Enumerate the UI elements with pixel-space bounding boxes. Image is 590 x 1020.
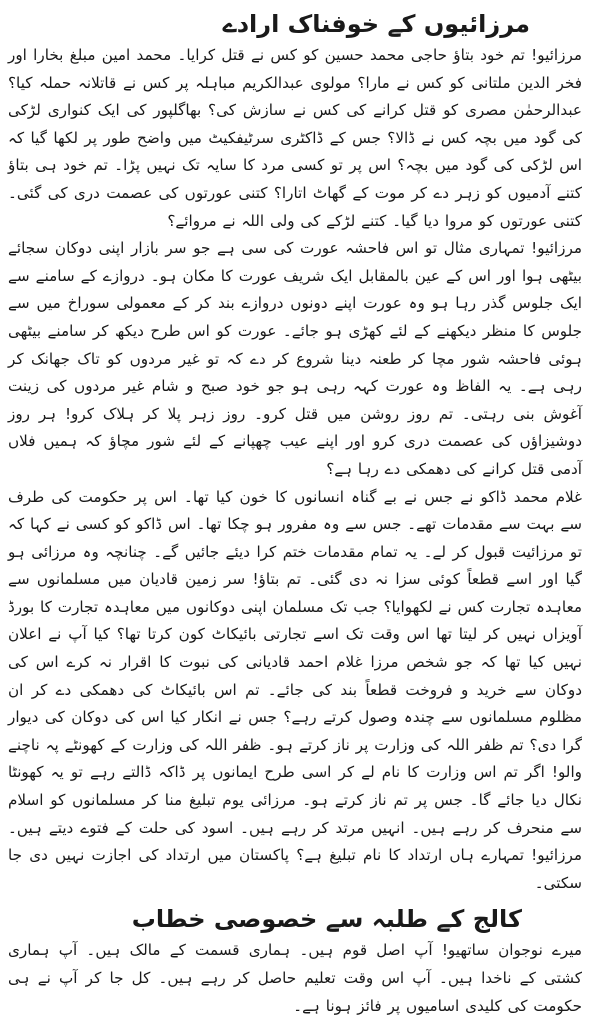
paragraph-young-companions: میرے نوجوان ساتھیو! آپ اصل قوم ہیں۔ ہماری قسمت کے مالک ہیں۔ آپ ہماری کشتی کے ناخدا ہیں۔ آپ اس وقت تعلیم حاصل کر رہے ہیں۔ کل جا کر آپ نے ہی حکومت کی کلیدی اسامیوں پر فائز ہونا ہے۔ — [8, 941, 582, 1015]
paragraph-murders: مرزائیو! تم خود بتاؤ حاجی محمد حسین کو کس نے قتل کرایا۔ محمد امین مبلغ بخارا اور فخر الدین ملتانی کو کس نے مارا؟ مولوی عبدالکریم مباہلہ پر کس نے قاتلانہ حملہ کیا؟ عبدالرحمٰن مصری کو قتل کرانے کی کس نے سازش کی؟ بھاگلپور کی ایک کنواری لڑکی کی گود میں بچہ کس نے ڈالا؟ جس کے ڈاکٹری سرٹیفکیٹ میں واضح طور پر لکھا گیا کہ اس لڑکی کی گود میں بچہ؟ اس پر تو کسی مرد کا سایہ تک نہیں پڑا۔ تم خود ہی بتاؤ کتنے آدمیوں کو زہر دے کر موت کے گھاٹ اتارا؟ کتنی عورتوں کی عصمت دری کی گئی۔ کتنی عورتوں کو مروا دیا گیا۔ کتنے لڑکے کی ولی اللہ نے مروائے؟ — [8, 46, 582, 230]
paragraph-trade-boycott: غلام محمد ڈاکو نے جس نے بے گناہ انسانوں کا خون کیا تھا۔ اس پر حکومت کی طرف سے بہت سے مقدمات تھے۔ جس سے وہ مفرور ہو چکا تھا۔ اس ڈاکو کو کسی نے کہا کہ تو مرزائیت قبول کر لے۔ یہ تمام مقدمات ختم کرا دیئے جائیں گے۔ چنانچہ وہ مرزائی ہو گیا اور اسے قطعاً کوئی سزا نہ دی گئی۔ تم بتاؤ! سر زمین قادیان میں مسلمانوں سے معاہدہ تجارت کس نے لکھوایا؟ جب تک مسلمان اپنی دوکانوں میں معاہدہ تجارت کا بورڈ آویزاں نہیں کر لیتا تھا اس وقت تک اسے تجارتی بائیکاٹ کون کرتا تھا؟ کیا آپ نے اعلان نہیں کیا تھا کہ جو شخص مرزا غلام احمد قادیانی کی نبوت کا اقرار نہ کرے اس کی دوکان سے خرید و فروخت قطعاً بند کی جائے۔ تم اس بائیکاٹ کی دھمکی دے کر ان مظلوم مسلمانوں سے چندہ وصول کرتے رہے؟ جس نے انکار کیا اس کی دوکان کی دیوار گرا دی؟ تم ظفر اللہ کی وزارت پر ناز کرتے ہو۔ ظفر اللہ کی وزارت کے کھونٹے پہ ناچنے والو! اگر تم اس وزارت کا نام لے کر اسی طرح ایمانوں پر ڈاکہ ڈالتے رہے تو یہ کھونٹا نکال دیا جائے گا۔ جس پر تم ناز کرتے ہو۔ مرزائی یوم تبلیغ منا کر مسلمانوں کو اسلام سے منحرف کر رہے ہیں۔ انہیں مرتد کر رہے ہیں۔ اسود کی حلت کے فتوے دیتے ہیں۔ مرزائیو! تمہارے ہاں ارتداد کا نام تبلیغ ہے؟ پاکستان میں ارتداد کی اجازت نہیں دی جا سکتی۔ — [8, 487, 582, 892]
section-heading-college-students: کالج کے طلبہ سے خصوصی خطاب — [131, 905, 522, 934]
section-heading-qadiani-intentions: مرزائیوں کے خوفناک ارادے — [222, 10, 530, 38]
paragraph-prostitute-analogy: مرزائیو! تمہاری مثال تو اس فاحشہ عورت کی سی ہے جو سر بازار اپنی دوکان سجائے بیٹھی ہوا اور اس کے عین بالمقابل ایک شریف عورت کا مکان ہو۔ دروازے کے سامنے سے ایک جلوس گذر رہا ہو وہ عورت اپنے دونوں دروازے بند کر کے معمولی سوراخ میں سے جلوس کا منظر دیکھنے کے لئے کھڑی ہو جائے۔ عورت کو اس طرح دیکھ کر سامنے بیٹھی ہوئی فاحشہ شور مچا کر طعنہ دینا شروع کر دے کہ تو غیر مردوں کو تاک جھانک کر رہی ہے۔ یہ الفاظ وہ عورت کہہ رہی ہو جو خود صبح و شام غیر مردوں کی زینت آغوش بنی رہتی۔ تم روز روشن میں قتل کرو۔ روز زہر پلا کر ہلاک کرو! ہر روز دوشیزاؤں کی عصمت دری کرو اور اپنے عیب چھپانے کے لئے شور مچاؤ کہ ہمیں فلاں آدمی قتل کرانے کی دھمکی دے رہا ہے؟ — [8, 239, 582, 478]
